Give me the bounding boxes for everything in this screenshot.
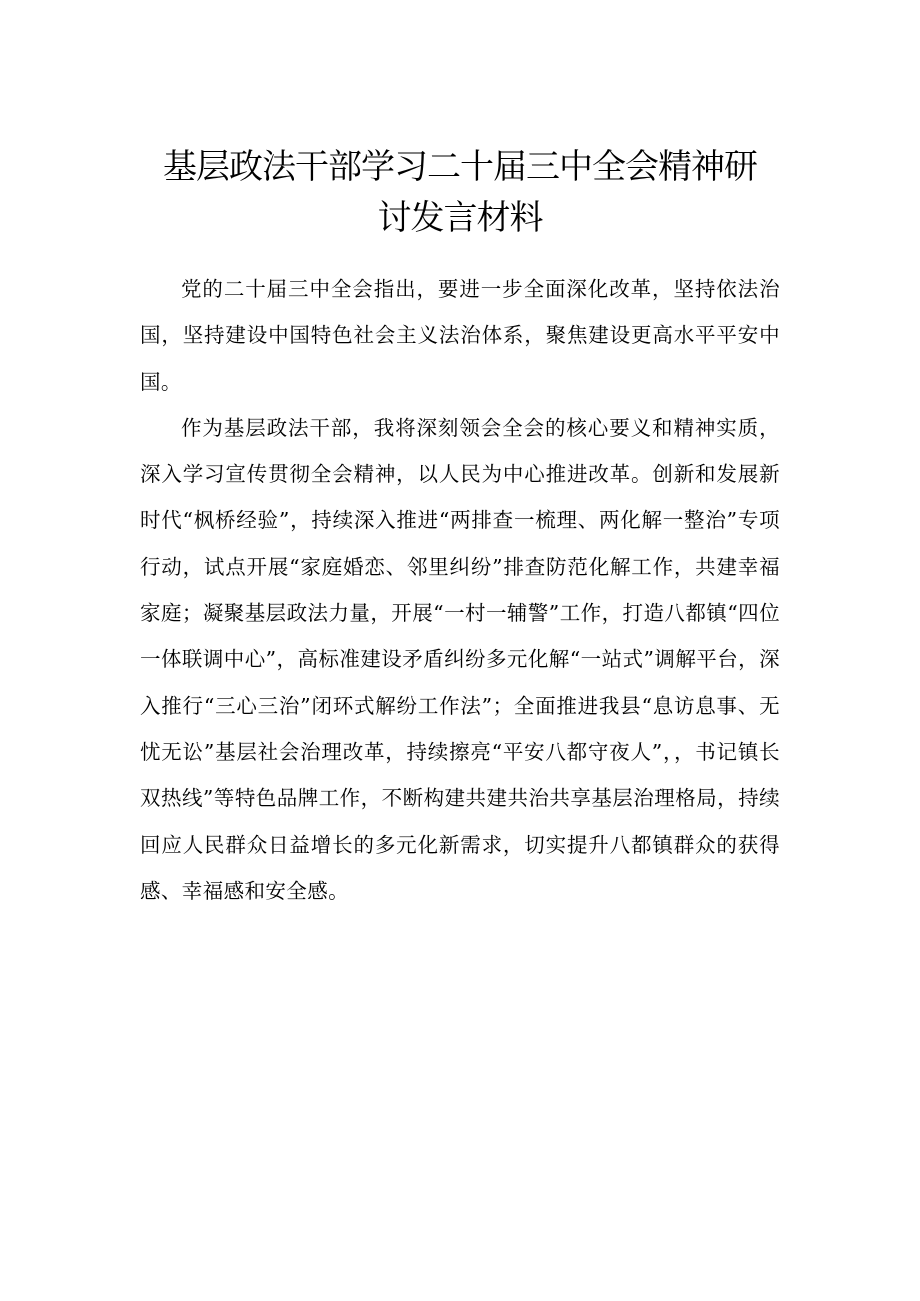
- document-body: [140, 266, 780, 914]
- paragraph-2: 作为基层政法干部，我将深刻领会全会的核心要义和精神实质，深入学习宣传贯彻全会精神，以人民为中心推进改革。创新和发展新时代“枫桥经验”，持续深入推进“两排查一梳理、两化解一整治”专项行动，试点开展“家庭婚恋、邻里纠纷”排查防范化解工作，共建幸福家庭；凝聚基层政法力量，开展“一村一辅警”工作，打造八都镇“四位一体联调中心”，高标准建设矛盾纠纷多元化解“一站式”调解平台，深入推行“三心三治”闭环式解纷工作法”；全面推进我县“息访息事、无忧无讼”基层社会治理改革，持续擦亮“平安八都守夜人”，，书记镇长双热线”等特色品牌工作，不断构建共建共治共享基层治理格局，持续回应人民群众日益增长的多元化新需求，切实提升八都镇群众的获得感、幸福感和安全感。: [140, 415, 780, 903]
- paragraph-1: 党的二十届三中全会指出，要进一步全面深化改革，坚持依法治国，坚持建设中国特色社会主义法治体系，聚焦建设更高水平平安中国。: [140, 277, 780, 394]
- document-title: [140, 142, 780, 244]
- title-line-2: 讨发言材料: [377, 198, 543, 238]
- title-line-1: 基层政法干部学习二十届三中全会精神研: [163, 147, 757, 187]
